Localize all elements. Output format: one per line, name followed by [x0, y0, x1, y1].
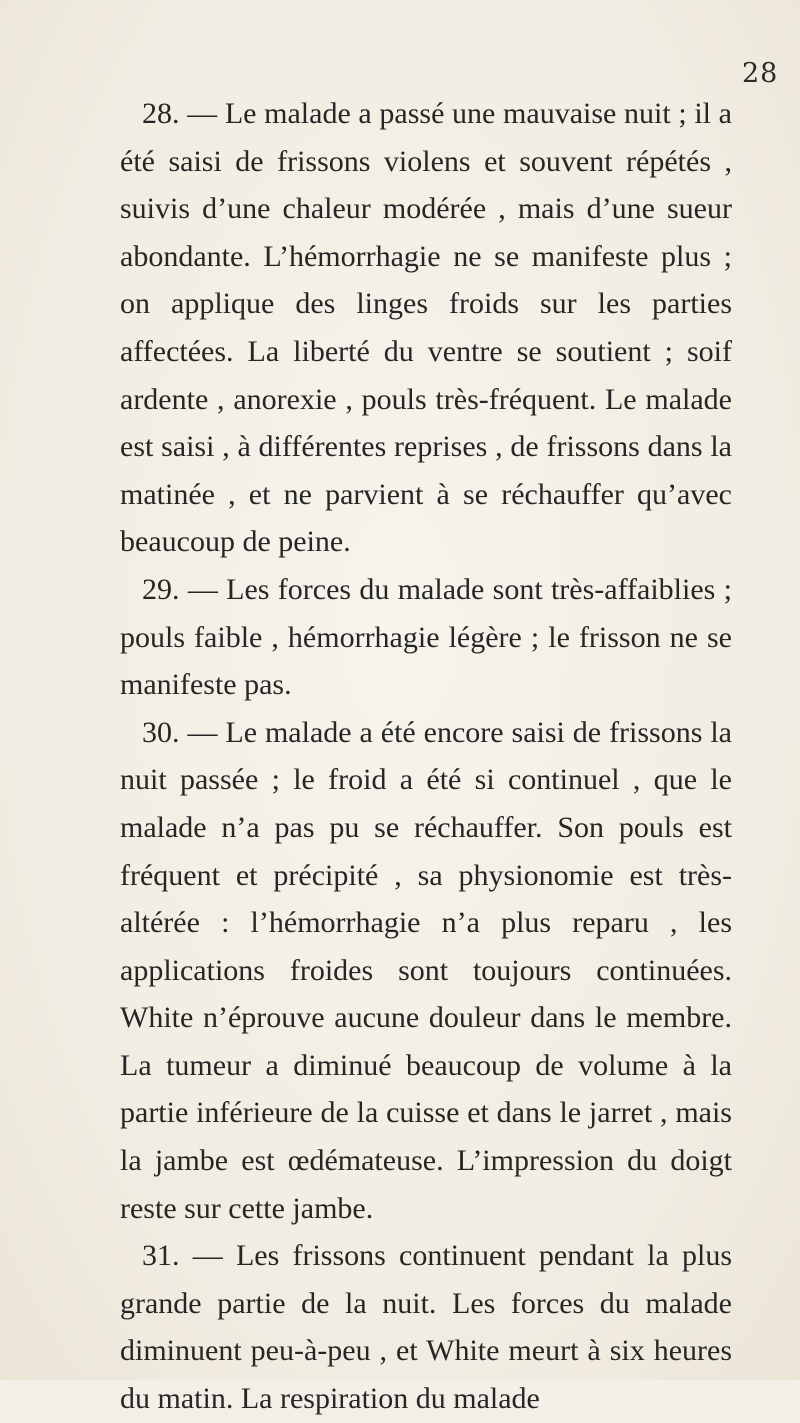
paragraph-29: 29. — Les forces du malade sont très-affaiblies ; pouls faible , hémorrhagie légère ; le frisson ne se manifeste pas.: [120, 572, 732, 702]
body-text: [120, 90, 732, 1423]
paragraph-31: 31. — Les frissons continuent pendant la plus grande partie de la nuit. Les forces du malade diminuent peu-à-peu , et White meurt à six heures du matin. La respiration du malade: [120, 1239, 732, 1416]
paragraph-30: 30. — Le malade a été encore saisi de frissons la nuit passée ; le froid a été si continuel , que le malade n’a pas pu se réchauffer. Son pouls est fréquent et précipité , sa physionomie est très-altérée : l’hémorrhagie n’a plus reparu , les applications froides sont toujours continuées. White n’éprouve aucune douleur dans le membre. La tumeur a diminué beaucoup de volume à la partie inférieure de la cuisse et dans le jarret , mais la jambe est œdémateuse. L’impression du doigt reste sur cette jambe.: [120, 715, 732, 1225]
page-number: 28: [742, 58, 779, 89]
paragraph-28: 28. — Le malade a passé une mauvaise nuit ; il a été saisi de frissons violens et souvent répétés , suivis d’une chaleur modérée , mais d’une sueur abondante. L’hémorrhagie ne se manifeste plus ; on applique des linges froids sur les parties affectées. La liberté du ventre se soutient ; soif ardente , anorexie , pouls très-fréquent. Le malade est saisi , à différentes reprises , de frissons dans la matinée , et ne parvient à se réchauffer qu’avec beaucoup de peine.: [120, 97, 732, 559]
